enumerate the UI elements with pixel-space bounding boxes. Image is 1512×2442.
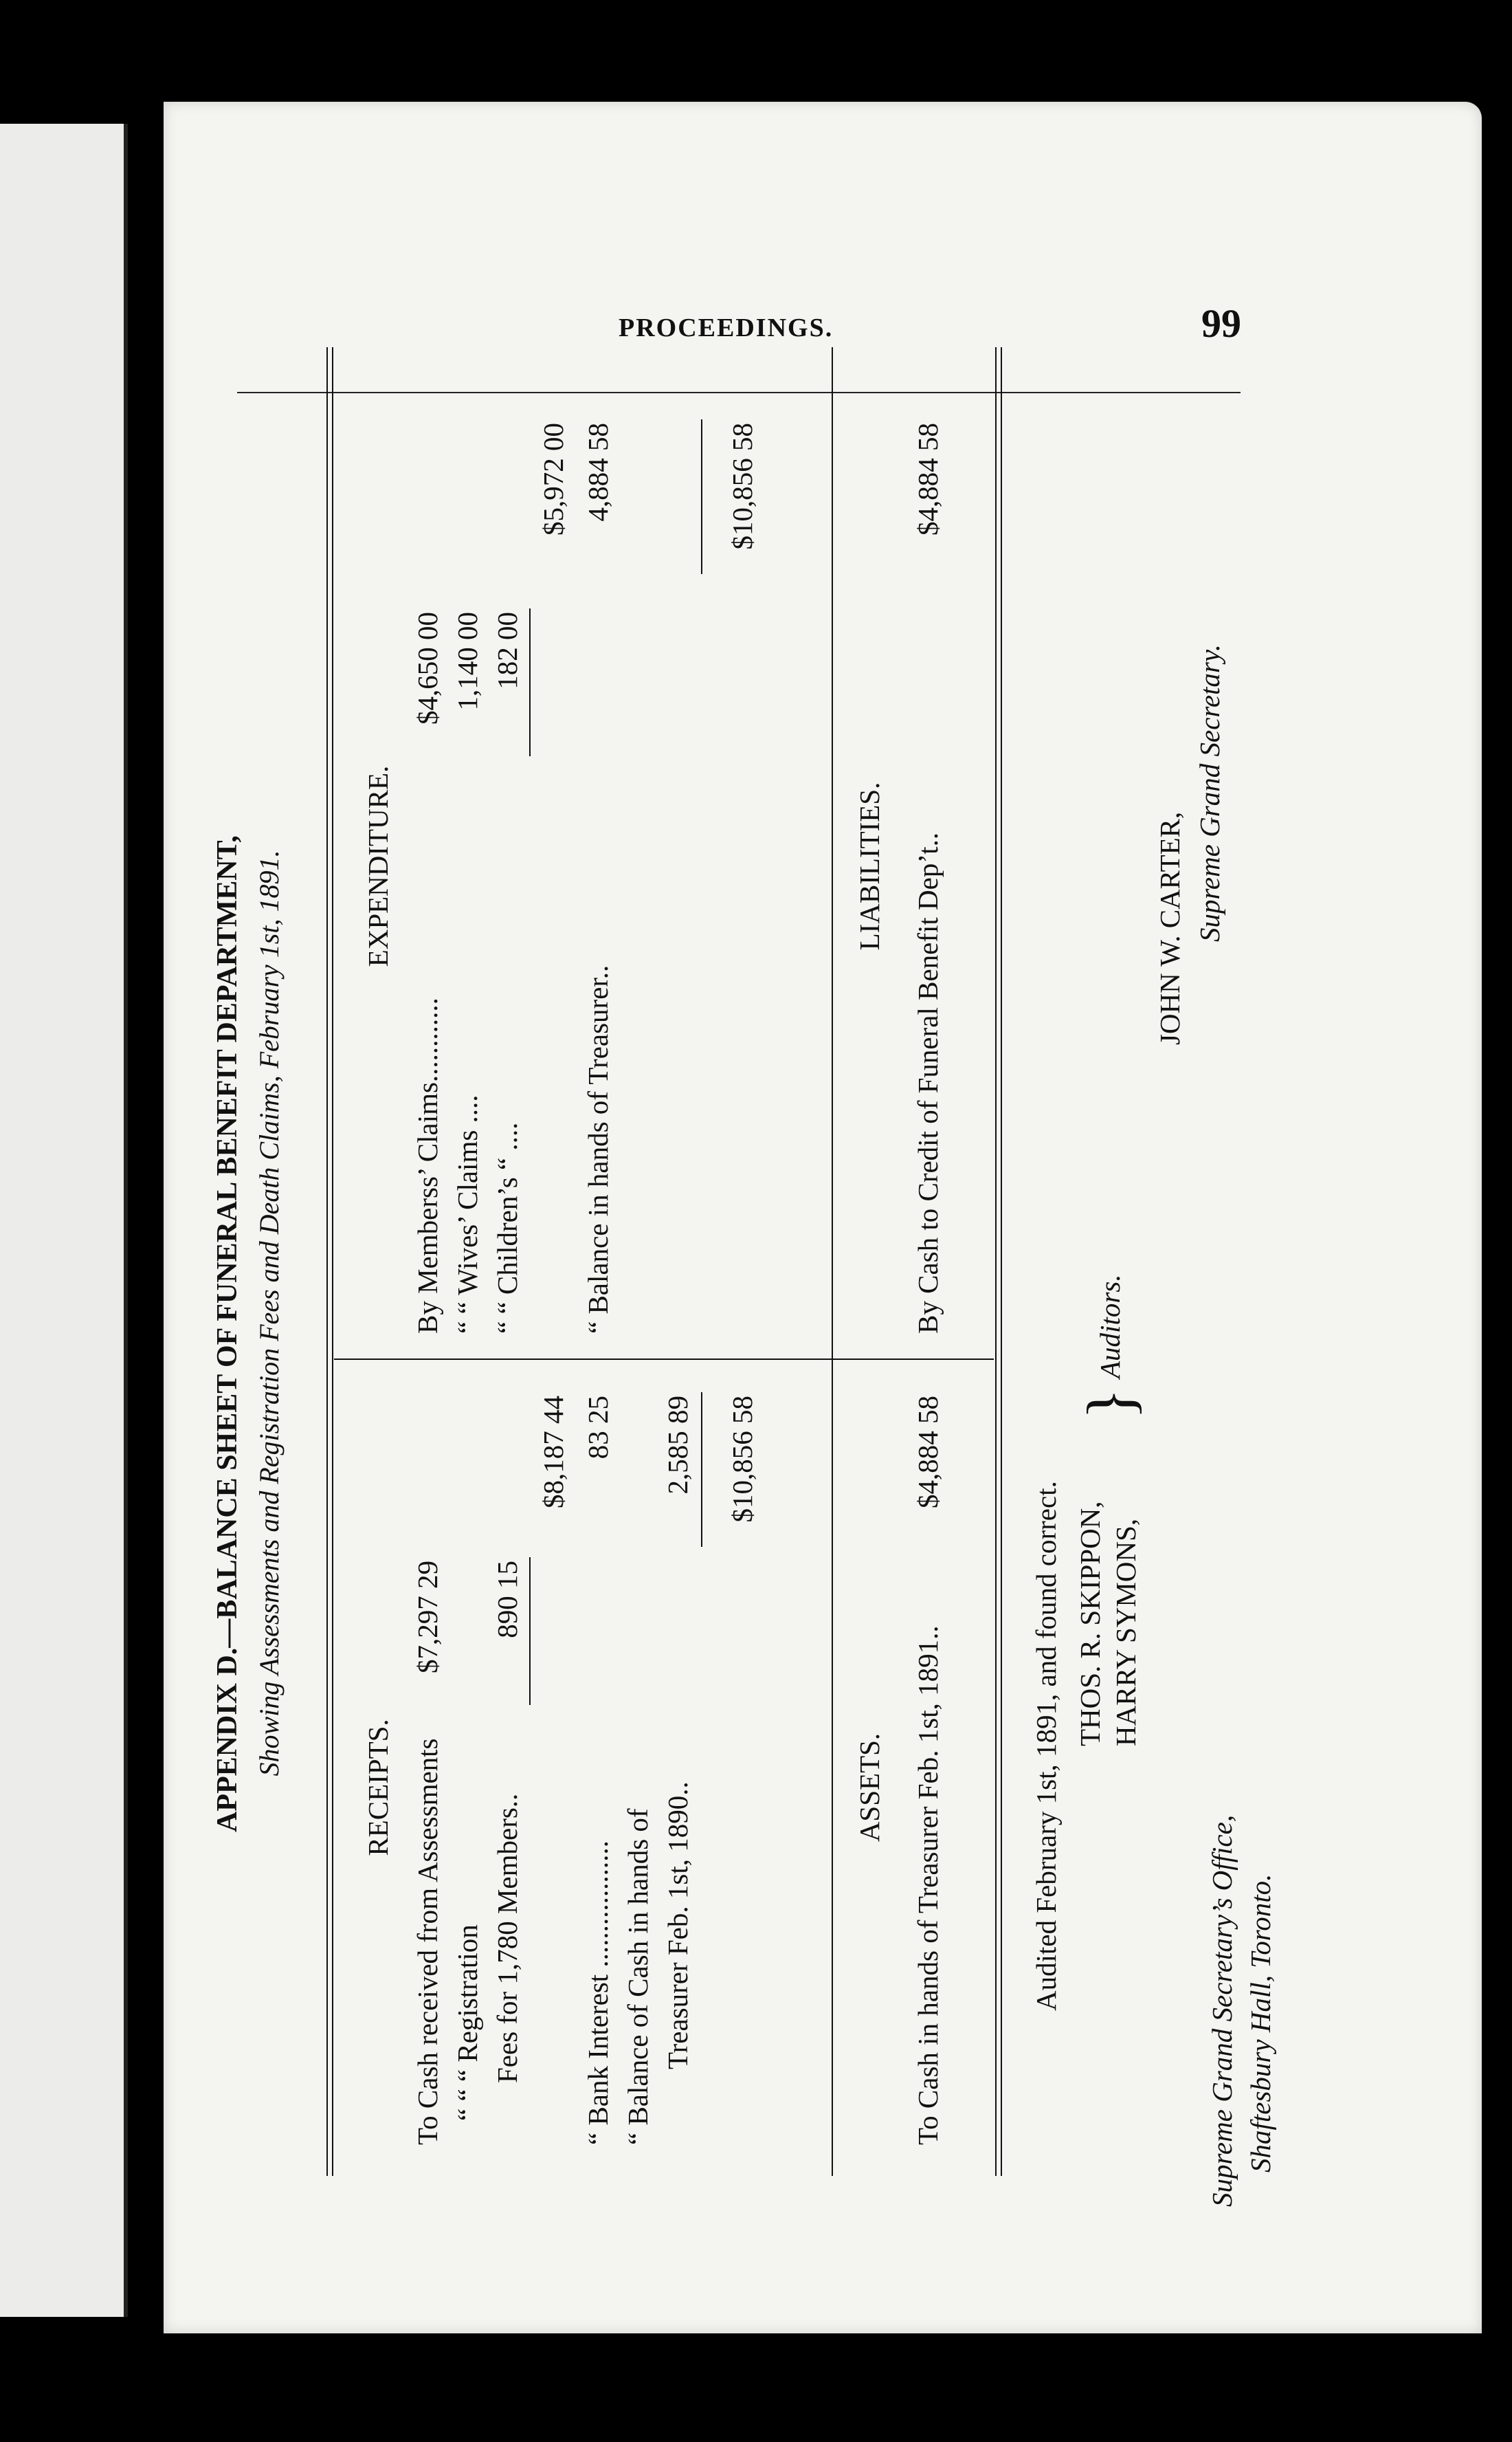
- expenditure-amount: $4,650 00: [412, 612, 443, 725]
- office-line-2: Shaftesbury Hall, Toronto.: [1245, 1873, 1276, 2172]
- receipt-subtotal: $8,187 44: [537, 1396, 569, 1508]
- column-divider: [334, 1358, 994, 1360]
- expenditure-heading: EXPENDITURE.: [362, 765, 394, 967]
- expenditure-label: “ Balance in hands of Treasurer..: [582, 965, 614, 1334]
- expenditure-label: “ “ Wives’ Claims ....: [452, 1094, 483, 1334]
- auditor-1: THOS. R. SKIPPON,: [1074, 1501, 1106, 1746]
- receipt-label: “ Balance of Cash in hands of: [622, 1808, 654, 2145]
- sheet-title: APPENDIX D.—BALANCE SHEET OF FUNERAL BENEFIT DEPARTMENT,: [212, 835, 243, 1833]
- receipts-total: $10,856 58: [726, 1396, 758, 1523]
- expenditure-subtotal: $5,972 00: [537, 423, 569, 536]
- table-bottom-rule: [995, 347, 997, 2176]
- expenditure-label: By Memberss’ Claims............: [412, 998, 443, 1334]
- receipt-amount: $7,297 29: [412, 1561, 443, 1673]
- receipt-label: To Cash received from Assessments: [412, 1738, 443, 2145]
- subtotal-rule: [529, 608, 531, 756]
- receipt-amount: 890 15: [491, 1561, 523, 1638]
- assets-line: To Cash in hands of Treasurer Feb. 1st, 1891..: [912, 1625, 944, 2145]
- table-top-rule-2: [332, 347, 333, 2176]
- total-rule: [701, 1392, 702, 1547]
- liabilities-heading: LIABILITIES.: [854, 782, 885, 951]
- receipt-label: “ Bank Interest ..................: [582, 1840, 614, 2145]
- page-number: 99: [1201, 301, 1241, 346]
- receipt-label: Fees for 1,780 Members..: [491, 1793, 523, 2083]
- auditor-2: HARRY SYMONS,: [1110, 1518, 1142, 1746]
- assets-amount: $4,884 58: [912, 1396, 944, 1508]
- table-bottom-rule-2: [1001, 347, 1002, 2176]
- facing-page-edge: [0, 124, 128, 2317]
- expenditure-amount: 182 00: [491, 612, 523, 690]
- sheet-subtitle: Showing Assessments and Registration Fees and Death Claims, February 1st, 1891.: [254, 850, 285, 1776]
- receipt-label: Treasurer Feb. 1st, 1890..: [662, 1781, 693, 2069]
- receipts-heading: RECEIPTS.: [362, 1719, 394, 1856]
- receipt-label: “ “ “ Registration: [452, 1924, 483, 2121]
- expenditure-amount: 1,140 00: [452, 612, 483, 711]
- receipt-amount: 2,585 89: [662, 1396, 693, 1495]
- total-rule: [701, 419, 702, 574]
- table-top-rule: [326, 347, 328, 2176]
- signatory-name: JOHN W. CARTER,: [1154, 811, 1186, 1045]
- expenditure-label: “ “ Children’s “ ....: [491, 1122, 523, 1334]
- auditors-label: Auditors.: [1094, 1274, 1126, 1378]
- liabilities-amount: $4,884 58: [912, 423, 944, 536]
- assets-heading: ASSETS.: [854, 1732, 885, 1842]
- audit-statement: Audited February 1st, 1891, and found correct.: [1030, 1481, 1062, 2011]
- signatory-title: Supreme Grand Secretary.: [1194, 644, 1225, 942]
- office-line-1: Supreme Grand Secretary’s Office,: [1206, 1814, 1238, 2207]
- liabilities-line: By Cash to Credit of Funeral Benefit Dep’t..: [912, 832, 944, 1334]
- subtotal-rule: [529, 1557, 531, 1705]
- expenditure-amount: 4,884 58: [582, 423, 614, 522]
- expenditure-total: $10,856 58: [726, 423, 758, 550]
- auditors-brace: }: [1074, 1387, 1147, 1420]
- receipt-amount: 83 25: [582, 1396, 614, 1460]
- rotated-balance-sheet: [199, 392, 1276, 2234]
- running-title: PROCEEDINGS.: [619, 314, 834, 342]
- section-rule: [832, 347, 833, 2176]
